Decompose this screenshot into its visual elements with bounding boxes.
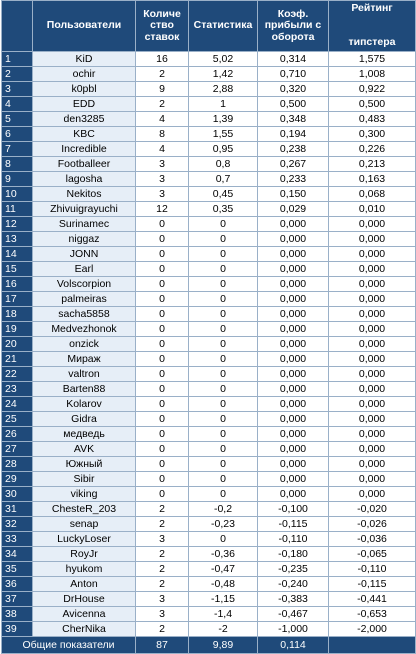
table-row — [2, 487, 416, 502]
rating-value: -0,653 — [329, 607, 416, 622]
coef-value: 0,000 — [258, 352, 329, 367]
table-row — [2, 397, 416, 412]
rating-value: 0,000 — [329, 367, 416, 382]
coef-value: 0,194 — [258, 127, 329, 142]
row-number: 25 — [2, 412, 33, 427]
header-row — [2, 1, 416, 52]
table-row — [2, 202, 416, 217]
stats-value: 5,02 — [189, 52, 258, 67]
table-row — [2, 607, 416, 622]
bets-count: 2 — [136, 622, 189, 637]
table-row — [2, 277, 416, 292]
rating-value: 0,000 — [329, 427, 416, 442]
row-number: 11 — [2, 202, 33, 217]
user-name: sacha5858 — [33, 307, 136, 322]
rating-value: 0,000 — [329, 412, 416, 427]
bets-count: 3 — [136, 532, 189, 547]
user-name: den3285 — [33, 112, 136, 127]
bets-count: 0 — [136, 337, 189, 352]
user-name: Anton — [33, 577, 136, 592]
user-name: AVK — [33, 442, 136, 457]
row-number: 7 — [2, 142, 33, 157]
stats-value: -0,36 — [189, 547, 258, 562]
stats-value: 0,95 — [189, 142, 258, 157]
stats-value: 1,39 — [189, 112, 258, 127]
table-row — [2, 532, 416, 547]
coef-value: 0,267 — [258, 157, 329, 172]
row-number: 1 — [2, 52, 33, 67]
coef-value: -0,180 — [258, 547, 329, 562]
coef-value: -1,000 — [258, 622, 329, 637]
table-row — [2, 112, 416, 127]
totals-label: Общие показатели — [2, 637, 136, 654]
rating-value: 0,000 — [329, 217, 416, 232]
bets-count: 0 — [136, 307, 189, 322]
coef-value: 0,000 — [258, 382, 329, 397]
table-row — [2, 562, 416, 577]
row-number: 33 — [2, 532, 33, 547]
stats-value: 0 — [189, 532, 258, 547]
table-row — [2, 247, 416, 262]
coef-value: -0,110 — [258, 532, 329, 547]
user-name: KiD — [33, 52, 136, 67]
bets-count: 0 — [136, 352, 189, 367]
table-row — [2, 187, 416, 202]
row-number: 6 — [2, 127, 33, 142]
stats-value: 1 — [189, 97, 258, 112]
user-name: KBC — [33, 127, 136, 142]
row-number: 36 — [2, 577, 33, 592]
rating-value: 0,000 — [329, 442, 416, 457]
user-name: Sibir — [33, 472, 136, 487]
rating-value: 0,000 — [329, 247, 416, 262]
table-row — [2, 337, 416, 352]
user-name: DrHouse — [33, 592, 136, 607]
stats-value: 0 — [189, 292, 258, 307]
stats-value: 0 — [189, 262, 258, 277]
rating-value: 0,000 — [329, 472, 416, 487]
stats-value: 1,55 — [189, 127, 258, 142]
row-number: 22 — [2, 367, 33, 382]
bets-count: 16 — [136, 52, 189, 67]
table-row — [2, 622, 416, 637]
row-number: 30 — [2, 487, 33, 502]
user-name: hyukom — [33, 562, 136, 577]
header-rating — [329, 1, 416, 52]
row-number: 4 — [2, 97, 33, 112]
table-row — [2, 217, 416, 232]
coef-value: 0,000 — [258, 457, 329, 472]
bets-count: 3 — [136, 592, 189, 607]
stats-value: -0,23 — [189, 517, 258, 532]
table-row — [2, 52, 416, 67]
stats-value: -1,15 — [189, 592, 258, 607]
stats-value: 0 — [189, 487, 258, 502]
rating-value: -0,026 — [329, 517, 416, 532]
stats-value: 0 — [189, 337, 258, 352]
rating-value: 0,000 — [329, 307, 416, 322]
bets-count: 0 — [136, 472, 189, 487]
stats-value: 0 — [189, 352, 258, 367]
coef-value: 0,000 — [258, 277, 329, 292]
row-number: 15 — [2, 262, 33, 277]
coef-value: 0,238 — [258, 142, 329, 157]
bets-count: 0 — [136, 232, 189, 247]
bets-count: 4 — [136, 112, 189, 127]
bets-count: 0 — [136, 292, 189, 307]
row-number: 18 — [2, 307, 33, 322]
row-number: 2 — [2, 67, 33, 82]
table-row — [2, 502, 416, 517]
bets-count: 0 — [136, 412, 189, 427]
user-name: ChesteR_203 — [33, 502, 136, 517]
row-number: 35 — [2, 562, 33, 577]
table-row — [2, 82, 416, 97]
header-coef: Коэф. прибыли с оборота — [258, 1, 329, 52]
stats-value: 0 — [189, 472, 258, 487]
rating-value: 0,010 — [329, 202, 416, 217]
table-row — [2, 382, 416, 397]
bets-count: 0 — [136, 442, 189, 457]
stats-value: 0 — [189, 442, 258, 457]
stats-value: 0 — [189, 322, 258, 337]
row-number: 21 — [2, 352, 33, 367]
bets-count: 3 — [136, 157, 189, 172]
coef-value: 0,000 — [258, 487, 329, 502]
rating-value: 0,000 — [329, 457, 416, 472]
coef-value: 0,000 — [258, 217, 329, 232]
row-number: 14 — [2, 247, 33, 262]
bets-count: 0 — [136, 247, 189, 262]
stats-value: 0,45 — [189, 187, 258, 202]
rating-value: 0,483 — [329, 112, 416, 127]
rating-value: 0,000 — [329, 322, 416, 337]
user-name: медведь — [33, 427, 136, 442]
header-users: Пользователи — [33, 1, 136, 52]
stats-value: 0 — [189, 427, 258, 442]
coef-value: 0,000 — [258, 337, 329, 352]
coef-value: 0,000 — [258, 322, 329, 337]
stats-value: -1,4 — [189, 607, 258, 622]
user-name: RoyJr — [33, 547, 136, 562]
rating-value: -0,441 — [329, 592, 416, 607]
row-number: 26 — [2, 427, 33, 442]
user-name: valtron — [33, 367, 136, 382]
user-name: niggaz — [33, 232, 136, 247]
rating-value: -2,000 — [329, 622, 416, 637]
table-row — [2, 292, 416, 307]
bets-count: 0 — [136, 397, 189, 412]
stats-value: 0 — [189, 217, 258, 232]
table-row — [2, 157, 416, 172]
bets-count: 3 — [136, 172, 189, 187]
table-row — [2, 172, 416, 187]
header-bets: Количе ство ставок — [136, 1, 189, 52]
totals-rating — [329, 637, 416, 654]
stats-value: 0 — [189, 382, 258, 397]
coef-value: 0,150 — [258, 187, 329, 202]
coef-value: 0,000 — [258, 292, 329, 307]
row-number: 19 — [2, 322, 33, 337]
stats-value: 0 — [189, 247, 258, 262]
coef-value: 0,710 — [258, 67, 329, 82]
row-number: 23 — [2, 382, 33, 397]
table-row — [2, 97, 416, 112]
stats-value: 0 — [189, 232, 258, 247]
user-name: Южный — [33, 457, 136, 472]
table-row — [2, 547, 416, 562]
coef-value: -0,115 — [258, 517, 329, 532]
bets-count: 2 — [136, 502, 189, 517]
stats-value: 0,7 — [189, 172, 258, 187]
user-name: Incredible — [33, 142, 136, 157]
table-row — [2, 427, 416, 442]
coef-value: 0,348 — [258, 112, 329, 127]
rating-value: 0,000 — [329, 487, 416, 502]
rating-value: -0,110 — [329, 562, 416, 577]
user-name: senap — [33, 517, 136, 532]
user-name: ochir — [33, 67, 136, 82]
coef-value: 0,320 — [258, 82, 329, 97]
user-name: Kolarov — [33, 397, 136, 412]
stats-value: 0 — [189, 457, 258, 472]
row-number: 20 — [2, 337, 33, 352]
table-row — [2, 592, 416, 607]
user-name: CherNika — [33, 622, 136, 637]
bets-count: 0 — [136, 217, 189, 232]
bets-count: 2 — [136, 547, 189, 562]
table-row — [2, 442, 416, 457]
user-name: JONN — [33, 247, 136, 262]
header-rating-top: Рейтинг — [351, 2, 393, 14]
table-body — [2, 52, 416, 637]
row-number: 12 — [2, 217, 33, 232]
row-number: 17 — [2, 292, 33, 307]
header-rating-bottom: типстера — [348, 35, 396, 48]
bets-count: 0 — [136, 457, 189, 472]
row-number: 31 — [2, 502, 33, 517]
table-row — [2, 457, 416, 472]
coef-value: 0,000 — [258, 442, 329, 457]
stats-value: -0,2 — [189, 502, 258, 517]
coef-value: 0,000 — [258, 367, 329, 382]
coef-value: 0,000 — [258, 397, 329, 412]
header-stats: Статистика — [189, 1, 258, 52]
rating-value: 0,000 — [329, 292, 416, 307]
coef-value: 0,500 — [258, 97, 329, 112]
stats-value: 0 — [189, 277, 258, 292]
bets-count: 2 — [136, 97, 189, 112]
table-row — [2, 367, 416, 382]
user-name: viking — [33, 487, 136, 502]
user-name: Volscorpion — [33, 277, 136, 292]
coef-value: 0,000 — [258, 247, 329, 262]
row-number: 3 — [2, 82, 33, 97]
rating-value: 0,000 — [329, 277, 416, 292]
rating-value: 0,000 — [329, 352, 416, 367]
coef-value: 0,000 — [258, 412, 329, 427]
coef-value: 0,314 — [258, 52, 329, 67]
rating-value: 0,000 — [329, 262, 416, 277]
user-name: Earl — [33, 262, 136, 277]
rating-value: 0,000 — [329, 382, 416, 397]
user-name: Medvezhonok — [33, 322, 136, 337]
coef-value: -0,383 — [258, 592, 329, 607]
user-name: k0pbl — [33, 82, 136, 97]
rating-value: 0,922 — [329, 82, 416, 97]
stats-value: 0 — [189, 397, 258, 412]
bets-count: 0 — [136, 277, 189, 292]
user-name: Avicenna — [33, 607, 136, 622]
table-row — [2, 577, 416, 592]
rating-value: 0,500 — [329, 97, 416, 112]
row-number: 8 — [2, 157, 33, 172]
bets-count: 0 — [136, 262, 189, 277]
coef-value: 0,000 — [258, 232, 329, 247]
user-name: EDD — [33, 97, 136, 112]
user-name: LuckyLoser — [33, 532, 136, 547]
rating-value: 0,226 — [329, 142, 416, 157]
table-row — [2, 127, 416, 142]
table-row — [2, 307, 416, 322]
stats-value: 0,35 — [189, 202, 258, 217]
row-number: 9 — [2, 172, 33, 187]
bets-count: 12 — [136, 202, 189, 217]
row-number: 27 — [2, 442, 33, 457]
bets-count: 9 — [136, 82, 189, 97]
row-number: 10 — [2, 187, 33, 202]
table-row — [2, 322, 416, 337]
totals-coef: 0,114 — [258, 637, 329, 654]
row-number: 29 — [2, 472, 33, 487]
stats-value: 0,8 — [189, 157, 258, 172]
bets-count: 0 — [136, 487, 189, 502]
user-name: Nekitos — [33, 187, 136, 202]
stats-value: 1,42 — [189, 67, 258, 82]
table-row — [2, 472, 416, 487]
user-name: Gidra — [33, 412, 136, 427]
totals-stats: 9,89 — [189, 637, 258, 654]
row-number: 28 — [2, 457, 33, 472]
stats-value: -0,47 — [189, 562, 258, 577]
stats-value: 0 — [189, 307, 258, 322]
bets-count: 4 — [136, 142, 189, 157]
user-name: Barten88 — [33, 382, 136, 397]
bets-count: 0 — [136, 367, 189, 382]
stats-value: 0 — [189, 367, 258, 382]
rating-value: 0,000 — [329, 232, 416, 247]
rating-value: -0,020 — [329, 502, 416, 517]
stats-value: 2,88 — [189, 82, 258, 97]
rating-value: 1,008 — [329, 67, 416, 82]
user-name: Footballeer — [33, 157, 136, 172]
table-row — [2, 352, 416, 367]
bets-count: 3 — [136, 607, 189, 622]
rating-value: -0,036 — [329, 532, 416, 547]
table-row — [2, 517, 416, 532]
row-number: 37 — [2, 592, 33, 607]
bets-count: 0 — [136, 427, 189, 442]
row-number: 38 — [2, 607, 33, 622]
tipster-rating-table — [1, 0, 416, 654]
coef-value: -0,467 — [258, 607, 329, 622]
rating-value: 0,213 — [329, 157, 416, 172]
coef-value: 0,000 — [258, 472, 329, 487]
bets-count: 2 — [136, 517, 189, 532]
bets-count: 2 — [136, 67, 189, 82]
user-name: Мираж — [33, 352, 136, 367]
bets-count: 8 — [136, 127, 189, 142]
coef-value: -0,240 — [258, 577, 329, 592]
bets-count: 3 — [136, 187, 189, 202]
row-number: 32 — [2, 517, 33, 532]
user-name: palmeiras — [33, 292, 136, 307]
row-number: 39 — [2, 622, 33, 637]
table-row — [2, 142, 416, 157]
bets-count: 2 — [136, 577, 189, 592]
rating-value: -0,065 — [329, 547, 416, 562]
bets-count: 0 — [136, 382, 189, 397]
coef-value: -0,235 — [258, 562, 329, 577]
rating-value: 0,300 — [329, 127, 416, 142]
totals-row — [2, 637, 416, 654]
rating-value: 0,068 — [329, 187, 416, 202]
stats-value: -2 — [189, 622, 258, 637]
table-row — [2, 262, 416, 277]
totals-bets: 87 — [136, 637, 189, 654]
user-name: onzick — [33, 337, 136, 352]
rating-value: 0,000 — [329, 397, 416, 412]
table-row — [2, 67, 416, 82]
row-number: 5 — [2, 112, 33, 127]
user-name: Surinamec — [33, 217, 136, 232]
stats-value: -0,48 — [189, 577, 258, 592]
row-number: 34 — [2, 547, 33, 562]
bets-count: 2 — [136, 562, 189, 577]
coef-value: -0,100 — [258, 502, 329, 517]
row-number: 24 — [2, 397, 33, 412]
table-row — [2, 232, 416, 247]
coef-value: 0,029 — [258, 202, 329, 217]
table-row — [2, 412, 416, 427]
rating-value: -0,115 — [329, 577, 416, 592]
coef-value: 0,000 — [258, 427, 329, 442]
bets-count: 0 — [136, 322, 189, 337]
row-number: 16 — [2, 277, 33, 292]
coef-value: 0,233 — [258, 172, 329, 187]
header-number — [2, 1, 33, 52]
rating-value: 0,000 — [329, 337, 416, 352]
row-number: 13 — [2, 232, 33, 247]
user-name: lagosha — [33, 172, 136, 187]
rating-value: 0,163 — [329, 172, 416, 187]
stats-value: 0 — [189, 412, 258, 427]
user-name: Zhivuigrayuchi — [33, 202, 136, 217]
rating-value: 1,575 — [329, 52, 416, 67]
coef-value: 0,000 — [258, 307, 329, 322]
coef-value: 0,000 — [258, 262, 329, 277]
